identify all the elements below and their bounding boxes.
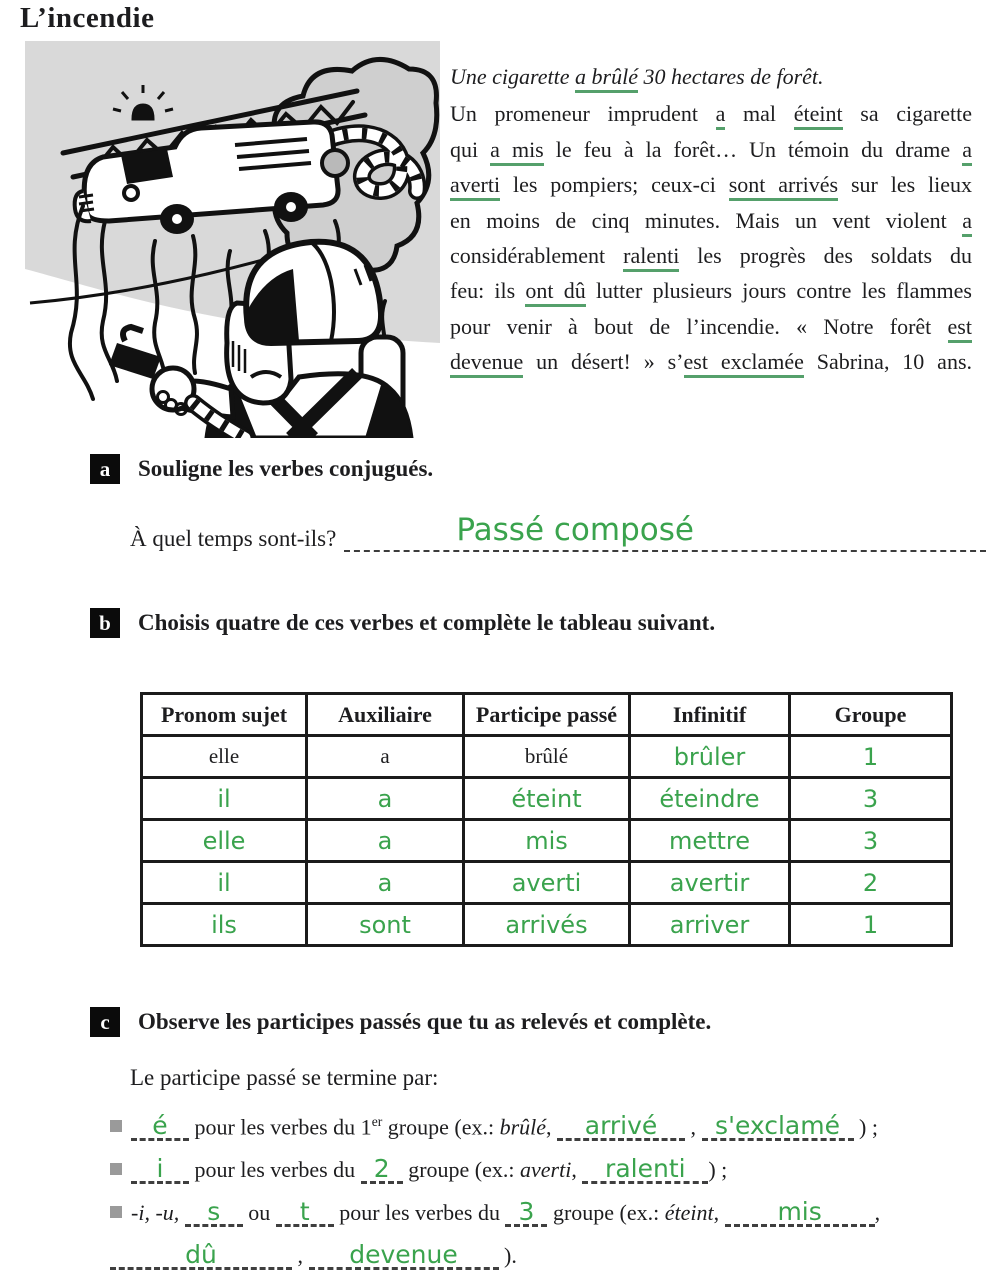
- table-row: [142, 736, 952, 778]
- underlined-verb: a: [962, 208, 972, 237]
- page-title: L’incendie: [20, 2, 155, 34]
- text-segment: pour venir à bout de l’incendie. « Notre forêt: [450, 313, 948, 339]
- handwritten-cell: averti: [464, 862, 630, 904]
- underlined-verb: ont dû: [525, 278, 585, 307]
- underlined-verb: averti: [450, 172, 500, 201]
- handwritten-cell: avertir: [630, 862, 790, 904]
- reading-line: [450, 309, 972, 344]
- completion-lines: [110, 1105, 1000, 1273]
- handwritten-cell: a: [307, 862, 464, 904]
- text-segment: pour les verbes du: [333, 1200, 506, 1226]
- exercise-a-badge: a: [90, 454, 120, 484]
- exercise-a-title: Souligne les verbes conjugués.: [138, 456, 434, 481]
- text-segment: ,: [685, 1114, 702, 1140]
- text-segment: ,: [874, 1200, 881, 1226]
- underlined-verb: devenue: [450, 349, 523, 378]
- reading-passage: [450, 41, 972, 438]
- fill-in-blank: 2: [361, 1158, 403, 1184]
- underlined-verb: est exclamée: [684, 349, 804, 378]
- handwritten-cell: 3: [790, 820, 952, 862]
- exercise-c-intro: Le participe passé se termine par:: [130, 1065, 439, 1090]
- handwritten-cell: mettre: [630, 820, 790, 862]
- handwritten-cell: a: [307, 820, 464, 862]
- fill-in-blank: s'exclamé: [702, 1115, 854, 1141]
- text-segment: considérablement: [450, 243, 624, 269]
- text-segment: qui: [450, 136, 491, 162]
- table-header: Participe passé: [464, 694, 630, 736]
- text-segment: le feu à la forêt… Un témoin du drame: [543, 136, 963, 162]
- reading-line: [450, 273, 972, 308]
- text-segment: sur les lieux: [838, 172, 972, 198]
- text-segment: groupe (ex.:: [547, 1200, 665, 1226]
- text-segment: lutter plusieurs jours contre les flammes: [585, 278, 972, 304]
- underlined-verb: éteint: [794, 101, 843, 130]
- underlined-verb: ralenti: [623, 243, 679, 272]
- exercise-b: [0, 608, 1000, 947]
- reading-line: [450, 203, 972, 238]
- text-segment: mal: [725, 101, 794, 127]
- verb-table: [140, 692, 953, 947]
- table-row: [142, 862, 952, 904]
- fill-in-blank: t: [276, 1201, 334, 1227]
- table-row: [142, 778, 952, 820]
- text-segment: ) ;: [708, 1157, 728, 1183]
- mirror: [322, 150, 348, 176]
- fill-in-blank: dû: [110, 1244, 292, 1270]
- exercise-c-badge: c: [90, 1007, 120, 1037]
- text-segment: ou: [242, 1200, 276, 1226]
- answer-line: [344, 514, 986, 552]
- fill-in-blank: é: [131, 1115, 189, 1141]
- exercise-c: [0, 1007, 1000, 1273]
- handwritten-cell: il: [142, 778, 307, 820]
- printed-cell: a: [307, 736, 464, 778]
- fill-in-blank: ralenti: [582, 1158, 708, 1184]
- underlined-verb: a mis: [490, 137, 544, 166]
- italic-example: averti: [519, 1157, 572, 1183]
- italic-example: -i, -u,: [131, 1200, 180, 1226]
- handwritten-cell: a: [307, 778, 464, 820]
- reading-line: [450, 132, 972, 167]
- text-segment: 30 hectares de forêt.: [637, 64, 824, 89]
- handwritten-cell: 1: [790, 904, 952, 946]
- fill-in-blank: mis: [725, 1201, 875, 1227]
- text-segment: ,: [546, 1114, 558, 1140]
- fill-in-blank: 3: [505, 1201, 547, 1227]
- text-segment: en moins de cinq minutes. Mais un vent violent: [450, 207, 963, 233]
- table-row: [142, 820, 952, 862]
- superscript: er: [371, 1114, 383, 1129]
- handwritten-cell: éteindre: [630, 778, 790, 820]
- underlined-verb: a: [716, 101, 726, 130]
- text-segment: Une cigarette: [450, 64, 576, 89]
- table-header: Infinitif: [630, 694, 790, 736]
- handwritten-cell: mis: [464, 820, 630, 862]
- text-segment: les progrès des soldats du: [679, 243, 972, 269]
- handwritten-cell: il: [142, 862, 307, 904]
- fire-scene-illustration: [25, 41, 440, 438]
- reading-line: [450, 59, 972, 94]
- text-segment: ).: [498, 1243, 517, 1269]
- table-row: [142, 904, 952, 946]
- text-segment: un désert! » s’: [523, 349, 684, 375]
- text-segment: ) ;: [853, 1114, 878, 1140]
- reading-line: [450, 238, 972, 273]
- reading-line: [450, 167, 972, 202]
- text-segment: ,: [292, 1243, 309, 1269]
- underlined-verb: a: [962, 137, 972, 166]
- handwritten-cell: elle: [142, 820, 307, 862]
- completion-line: [110, 1239, 990, 1273]
- text-segment: pour les verbes du 1: [189, 1114, 372, 1140]
- handwritten-cell: arriver: [630, 904, 790, 946]
- handwritten-cell: sont: [307, 904, 464, 946]
- table-header: Groupe: [790, 694, 952, 736]
- fill-in-blank: s: [185, 1201, 243, 1227]
- exercise-b-title: Choisis quatre de ces verbes et complète le tableau suivant.: [138, 610, 716, 635]
- text-segment: groupe (ex.:: [382, 1114, 500, 1140]
- underlined-verb: a brûlé: [575, 64, 638, 93]
- text-segment: ,: [713, 1200, 725, 1226]
- italic-example: éteint: [664, 1200, 714, 1226]
- handwritten-cell: 1: [790, 736, 952, 778]
- completion-line: [110, 1196, 990, 1230]
- italic-example: brûlé: [499, 1114, 547, 1140]
- handwritten-cell: ils: [142, 904, 307, 946]
- reading-line: [450, 344, 972, 379]
- bullet-square-icon: [110, 1206, 122, 1218]
- handwritten-cell: arrivés: [464, 904, 630, 946]
- text-segment: groupe (ex.:: [402, 1157, 520, 1183]
- text-segment: ,: [571, 1157, 583, 1183]
- text-segment: pour les verbes du: [189, 1157, 361, 1183]
- handwritten-cell: 2: [790, 862, 952, 904]
- text-segment: feu: ils: [450, 278, 526, 304]
- exercise-a: [0, 454, 1000, 552]
- fill-in-blank: i: [131, 1158, 189, 1184]
- exercise-c-title: Observe les participes passés que tu as relevés et complète.: [138, 1009, 712, 1034]
- bullet-square-icon: [110, 1120, 122, 1132]
- text-segment: Un promeneur imprudent: [450, 101, 716, 127]
- text-segment: les pompiers; ceux-ci: [500, 172, 729, 198]
- handwritten-cell: brûler: [630, 736, 790, 778]
- fill-in-blank: devenue: [309, 1244, 499, 1270]
- exercise-b-badge: b: [90, 608, 120, 638]
- reading-line: [450, 96, 972, 131]
- fill-in-blank: arrivé: [557, 1115, 685, 1141]
- completion-line: [110, 1105, 990, 1144]
- text-segment: Sabrina, 10 ans.: [803, 349, 972, 375]
- handwritten-cell: 3: [790, 778, 952, 820]
- underlined-verb: sont arrivés: [729, 172, 838, 201]
- printed-cell: elle: [142, 736, 307, 778]
- top-row: [0, 41, 1000, 438]
- table-header: Auxiliaire: [307, 694, 464, 736]
- underlined-verb: est: [948, 314, 972, 343]
- bullet-square-icon: [110, 1163, 122, 1175]
- table-header: Pronom sujet: [142, 694, 307, 736]
- question-label: À quel temps sont-ils?: [130, 526, 337, 551]
- completion-line: [110, 1153, 990, 1187]
- text-segment: sa cigarette: [842, 101, 972, 127]
- handwritten-answer: Passé composé: [456, 512, 694, 548]
- handwritten-cell: éteint: [464, 778, 630, 820]
- printed-cell: brûlé: [464, 736, 630, 778]
